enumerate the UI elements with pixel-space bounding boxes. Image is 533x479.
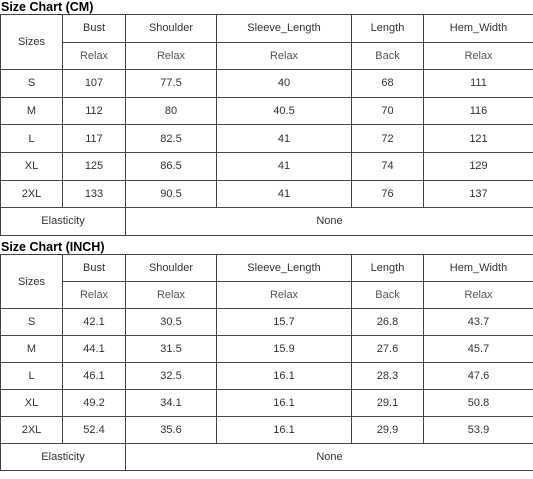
table-row <box>1 363 533 390</box>
subheader-row <box>1 282 533 309</box>
column-subheader: Back <box>352 282 424 309</box>
sizes-header: Sizes <box>1 255 63 309</box>
value-cell: 80 <box>126 97 217 125</box>
value-cell: 30.5 <box>126 309 217 336</box>
column-subheader: Relax <box>424 42 533 70</box>
elasticity-value: None <box>126 208 533 236</box>
value-cell: 15.7 <box>217 309 352 336</box>
value-cell: 41 <box>217 125 352 153</box>
size-cell: S <box>1 309 63 336</box>
subheader-row <box>1 42 533 70</box>
column-header: Hem_Width <box>424 255 533 282</box>
column-subheader: Relax <box>217 42 352 70</box>
value-cell: 40 <box>217 70 352 98</box>
value-cell: 133 <box>63 180 126 208</box>
value-cell: 34.1 <box>126 390 217 417</box>
value-cell: 41 <box>217 180 352 208</box>
size-chart-cm <box>0 0 533 236</box>
value-cell: 125 <box>63 152 126 180</box>
value-cell: 49.2 <box>63 390 126 417</box>
value-cell: 111 <box>424 70 533 98</box>
table-row <box>1 125 533 153</box>
table-row <box>1 309 533 336</box>
header-row <box>1 15 533 43</box>
value-cell: 47.6 <box>424 363 533 390</box>
value-cell: 107 <box>63 70 126 98</box>
column-subheader: Relax <box>63 282 126 309</box>
table-row <box>1 336 533 363</box>
value-cell: 29.9 <box>352 417 424 444</box>
column-subheader: Relax <box>126 282 217 309</box>
value-cell: 70 <box>352 97 424 125</box>
column-subheader: Relax <box>217 282 352 309</box>
value-cell: 117 <box>63 125 126 153</box>
table-row <box>1 417 533 444</box>
value-cell: 50.8 <box>424 390 533 417</box>
value-cell: 32.5 <box>126 363 217 390</box>
elasticity-row <box>1 208 533 236</box>
size-cell: 2XL <box>1 180 63 208</box>
value-cell: 53.9 <box>424 417 533 444</box>
value-cell: 112 <box>63 97 126 125</box>
value-cell: 44.1 <box>63 336 126 363</box>
size-cell: L <box>1 125 63 153</box>
value-cell: 42.1 <box>63 309 126 336</box>
table-row <box>1 97 533 125</box>
value-cell: 41 <box>217 152 352 180</box>
size-cell: M <box>1 336 63 363</box>
size-cell: XL <box>1 152 63 180</box>
size-chart-title: Size Chart (CM) <box>1 0 94 14</box>
value-cell: 45.7 <box>424 336 533 363</box>
value-cell: 15.9 <box>217 336 352 363</box>
value-cell: 129 <box>424 152 533 180</box>
column-header: Shoulder <box>126 255 217 282</box>
column-header: Length <box>352 15 424 43</box>
value-cell: 31.5 <box>126 336 217 363</box>
elasticity-label: Elasticity <box>1 208 126 236</box>
size-table-inch <box>0 254 533 471</box>
column-subheader: Relax <box>63 42 126 70</box>
value-cell: 43.7 <box>424 309 533 336</box>
size-table-cm <box>0 14 533 236</box>
table-row <box>1 390 533 417</box>
value-cell: 121 <box>424 125 533 153</box>
column-header: Shoulder <box>126 15 217 43</box>
value-cell: 68 <box>352 70 424 98</box>
value-cell: 86.5 <box>126 152 217 180</box>
value-cell: 52.4 <box>63 417 126 444</box>
column-subheader: Back <box>352 42 424 70</box>
column-header: Length <box>352 255 424 282</box>
column-header: Bust <box>63 255 126 282</box>
value-cell: 72 <box>352 125 424 153</box>
column-subheader: Relax <box>424 282 533 309</box>
value-cell: 35.6 <box>126 417 217 444</box>
value-cell: 16.1 <box>217 390 352 417</box>
table-row <box>1 152 533 180</box>
header-row <box>1 255 533 282</box>
column-subheader: Relax <box>126 42 217 70</box>
elasticity-value: None <box>126 444 533 471</box>
value-cell: 16.1 <box>217 363 352 390</box>
column-header: Sleeve_Length <box>217 15 352 43</box>
value-cell: 28.3 <box>352 363 424 390</box>
table-row <box>1 70 533 98</box>
size-cell: M <box>1 97 63 125</box>
value-cell: 16.1 <box>217 417 352 444</box>
elasticity-row <box>1 444 533 471</box>
value-cell: 77.5 <box>126 70 217 98</box>
value-cell: 90.5 <box>126 180 217 208</box>
value-cell: 74 <box>352 152 424 180</box>
value-cell: 40.5 <box>217 97 352 125</box>
column-header: Hem_Width <box>424 15 533 43</box>
value-cell: 27.6 <box>352 336 424 363</box>
value-cell: 46.1 <box>63 363 126 390</box>
value-cell: 116 <box>424 97 533 125</box>
size-cell: S <box>1 70 63 98</box>
size-cell: L <box>1 363 63 390</box>
table-row <box>1 180 533 208</box>
column-header: Sleeve_Length <box>217 255 352 282</box>
column-header: Bust <box>63 15 126 43</box>
value-cell: 76 <box>352 180 424 208</box>
value-cell: 29.1 <box>352 390 424 417</box>
value-cell: 82.5 <box>126 125 217 153</box>
size-chart-title: Size Chart (INCH) <box>1 240 105 254</box>
size-cell: 2XL <box>1 417 63 444</box>
size-chart-inch <box>0 240 533 471</box>
size-cell: XL <box>1 390 63 417</box>
value-cell: 26.8 <box>352 309 424 336</box>
elasticity-label: Elasticity <box>1 444 126 471</box>
sizes-header: Sizes <box>1 15 63 70</box>
value-cell: 137 <box>424 180 533 208</box>
